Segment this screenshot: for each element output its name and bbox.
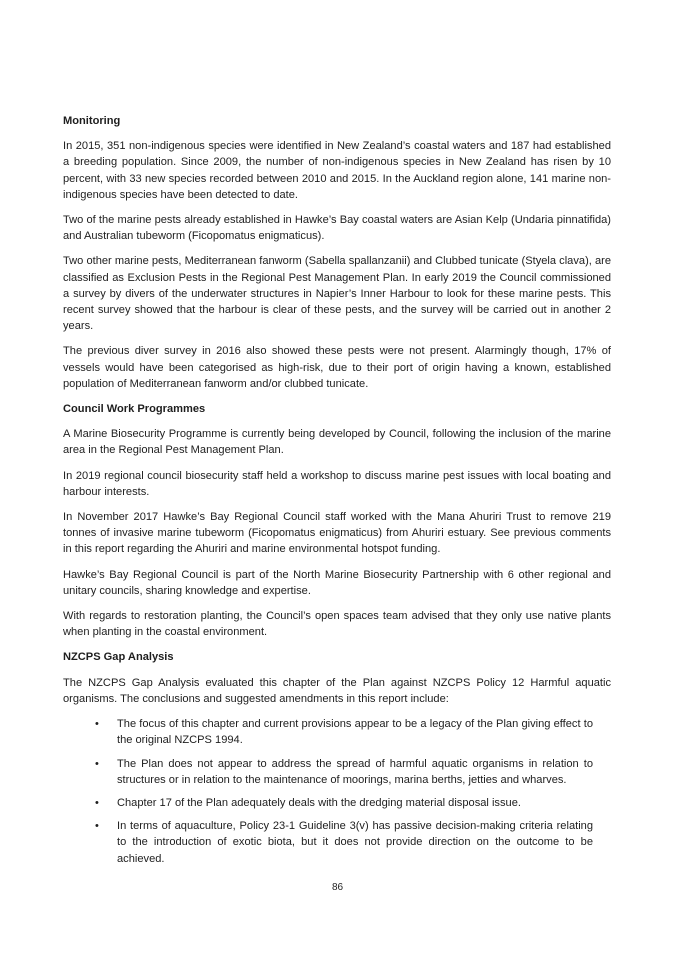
- bullet-icon: •: [95, 757, 99, 770]
- bullet-icon: •: [95, 796, 99, 809]
- council-paragraph-5: With regards to restoration planting, the Council’s open spaces team advised that they only use native plants when planting in the coastal environment.: [63, 610, 611, 639]
- list-item-text: Chapter 17 of the Plan adequately deals with the dredging material disposal issue.: [117, 796, 521, 809]
- gap-analysis-heading: NZCPS Gap Analysis: [63, 651, 174, 664]
- list-item: [95, 716, 611, 748]
- monitoring-paragraph-1: In 2015, 351 non-indigenous species were identified in New Zealand’s coastal waters and 187 had established a breeding population. Since 2009, the number of non-indigenous species in New Zealand has risen by 10 percent, with 33 new species recorded between 2010 and 2015. In the Auckland region alone, 141 marine non-indigenous species have been detected to date.: [63, 140, 611, 201]
- monitoring-paragraph-4: The previous diver survey in 2016 also showed these pests were not present. Alarmingly though, 17% of vessels would have been categorised as high-risk, due to their port of origin having a known, established population of Mediterranean fanworm and/or clubbed tunicate.: [63, 345, 611, 390]
- list-item-text: The focus of this chapter and current provisions appear to be a legacy of the Plan giving effect to the original NZCPS 1994.: [117, 718, 593, 747]
- list-item: [95, 756, 611, 788]
- list-item-text: The Plan does not appear to address the spread of harmful aquatic organisms in relation to structures or in relation to the maintenance of moorings, marina berths, jetties and wharves.: [117, 757, 593, 786]
- page-content: [63, 113, 611, 874]
- gap-analysis-paragraph-1: The NZCPS Gap Analysis evaluated this chapter of the Plan against NZCPS Policy 12 Harmful aquatic organisms. The conclusions and suggested amendments in this report include:: [63, 676, 611, 705]
- list-item: [95, 795, 611, 811]
- monitoring-heading: Monitoring: [63, 115, 121, 127]
- council-paragraph-4: Hawke’s Bay Regional Council is part of the North Marine Biosecurity Partnership with 6 other regional and unitary councils, sharing knowledge and expertise.: [63, 568, 611, 597]
- page-number: 86: [331, 882, 344, 893]
- bullet-icon: •: [95, 820, 99, 833]
- council-paragraph-2: In 2019 regional council biosecurity staff held a workshop to discuss marine pest issues with local boating and harbour interests.: [63, 469, 611, 498]
- bullet-icon: •: [95, 718, 99, 731]
- monitoring-paragraph-3: Two other marine pests, Mediterranean fanworm (Sabella spallanzanii) and Clubbed tunicate (Styela clava), are classified as Exclusion Pests in the Regional Pest Management Plan. In early 2019 the Council commissioned a survey by divers of the underwater structures in Napier’s Inner Harbour to look for these marine pests. This recent survey showed that the harbour is clear of these pests, and the survey will be carried out in another 2 years.: [63, 255, 611, 333]
- monitoring-paragraph-2: Two of the marine pests already established in Hawke’s Bay coastal waters are Asian Kelp (Undaria pinnatifida) and Australian tubeworm (Ficopomatus enigmaticus).: [63, 214, 611, 243]
- gap-analysis-bullet-list: [63, 716, 611, 867]
- list-item-text: In terms of aquaculture, Policy 23-1 Guideline 3(v) has passive decision-making criteria relating to the introduction of exotic biota, but it does not provide direction on the outcome to be achieved.: [117, 820, 593, 865]
- list-item: [95, 818, 611, 867]
- council-paragraph-3: In November 2017 Hawke’s Bay Regional Council staff worked with the Mana Ahuriri Trust to remove 219 tonnes of invasive marine tubeworm (Ficopomatus enigmaticus) from Ahuriri estuary. See previous comments in this report regarding the Ahuriri and marine environmental hotspot funding.: [63, 511, 611, 556]
- council-work-heading: Council Work Programmes: [63, 403, 206, 416]
- council-paragraph-1: A Marine Biosecurity Programme is currently being developed by Council, following the inclusion of the marine area in the Regional Pest Management Plan.: [63, 428, 611, 457]
